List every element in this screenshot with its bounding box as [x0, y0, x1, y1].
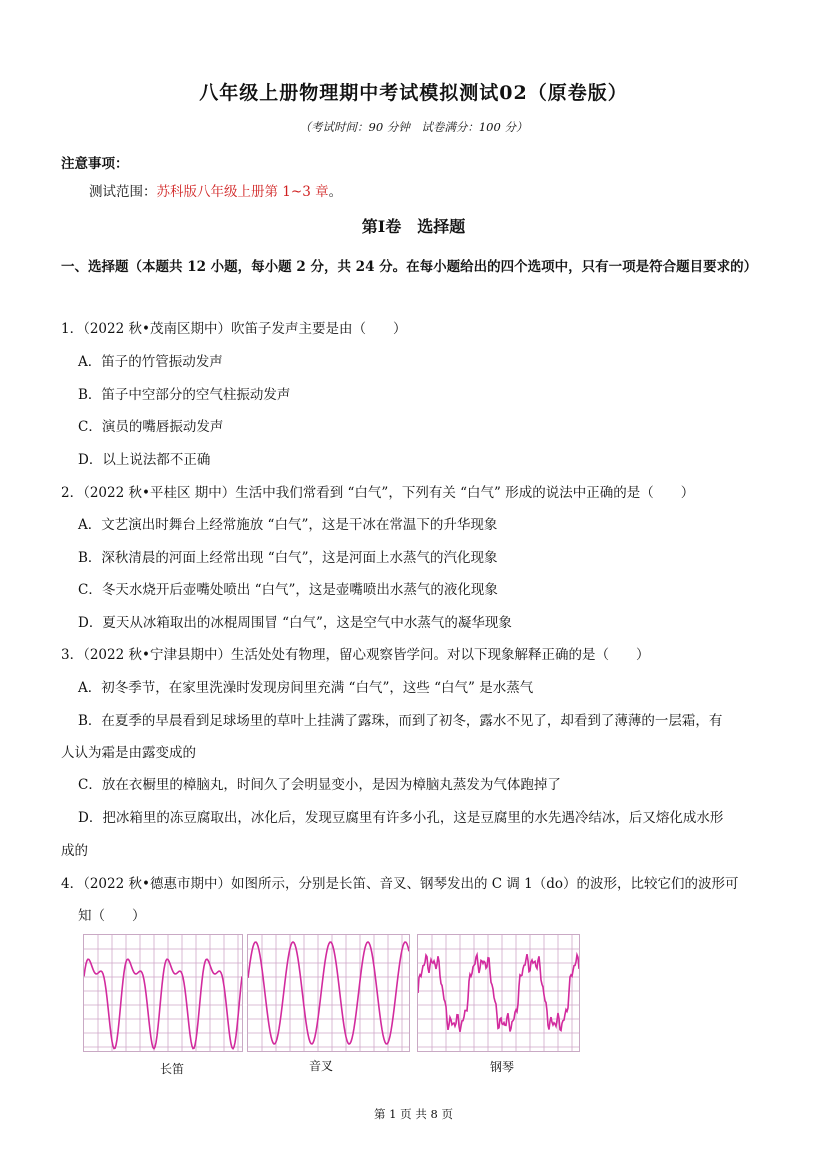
question-3-option-d: D．把冰箱里的冻豆腐取出，冰化后，发现豆腐里有许多小孔，这是豆腐里的水先遇冷结冰，后又熔化成水形: [78, 810, 724, 826]
question-2-stem: 2．（2022 秋•平桂区 期中）生活中我们常看到 “白气”，下列有关 “白气” 形成的说法中正确的是（ ）: [61, 485, 695, 501]
question-1-option-c: C．演员的嘴唇振动发声: [78, 419, 224, 435]
page-footer: 第 1 页 共 8 页: [374, 1107, 453, 1121]
piano-waveform: [417, 934, 580, 1052]
question-3-option-a: A．初冬季节，在家里洗澡时发现房间里充满 “白气”，这些 “白气” 是水蒸气: [78, 680, 534, 696]
flute-label: 长笛: [160, 1062, 185, 1076]
question-4-stem: 4．（2022 秋•德惠市期中）如图所示，分别是长笛、音叉、钢琴发出的 C 调 1（do）的波形，比较它们的波形可: [61, 876, 739, 892]
piano-label: 钢琴: [490, 1060, 515, 1074]
question-2-option-b: B．深秋清晨的河面上经常出现 “白气”，这是河面上水蒸气的汽化现象: [78, 550, 498, 566]
question-2-option-c: C．冬天水烧开后壶嘴处喷出 “白气”，这是壶嘴喷出水蒸气的液化现象: [78, 582, 498, 598]
question-1-option-b: B．笛子中空部分的空气柱振动发声: [78, 387, 291, 403]
flute-waveform: [83, 934, 243, 1052]
question-4-stem-cont: 知（ ）: [78, 908, 146, 924]
page-title: 八年级上册物理期中考试模拟测试02（原卷版）: [199, 82, 628, 104]
exam-info: （考试时间：90 分钟 试卷满分：100 分）: [299, 120, 528, 134]
question-3-stem: 3．（2022 秋•宁津县期中）生活处处有物理，留心观察皆学问。对以下现象解释正确的是（ ）: [61, 647, 650, 663]
question-1-stem: 1．（2022 秋•茂南区期中）吹笛子发声主要是由（ ）: [61, 321, 407, 337]
question-2-option-d: D．夏天从冰箱取出的冰棍周围冒 “白气”，这是空气中水蒸气的凝华现象: [78, 615, 512, 631]
question-1-option-a: A．笛子的竹管振动发声: [78, 354, 223, 370]
waveform-line: [248, 942, 409, 1044]
piano-waveform-graphic: [418, 935, 579, 1051]
tuning-fork-label: 音叉: [309, 1059, 334, 1073]
part-heading: 一、选择题（本题共 12 小题，每小题 2 分，共 24 分。在每小题给出的四个选项中，只有一项是符合题目要求的）: [61, 259, 758, 275]
scope-range: 苏科版八年级上册第 1~3 章: [156, 184, 329, 200]
question-3-option-c: C．放在衣橱里的樟脑丸，时间久了会明显变小，是因为樟脑丸蒸发为气体跑掉了: [78, 777, 561, 793]
tuning-fork-waveform: [247, 934, 410, 1052]
flute-waveform-graphic: [84, 935, 242, 1051]
notes-heading: 注意事项：: [61, 156, 129, 172]
waveform-line: [84, 959, 242, 1049]
question-2-option-a: A．文艺演出时舞台上经常施放 “白气”，这是干冰在常温下的升华现象: [78, 517, 498, 533]
question-3-option-d-cont: 成的: [61, 843, 88, 859]
question-3-option-b: B．在夏季的早晨看到足球场里的草叶上挂满了露珠，而到了初冬，露水不见了，却看到了薄薄的一层霜，有: [78, 713, 723, 729]
scope-prefix: 测试范围：: [89, 184, 157, 200]
question-3-option-b-cont: 人认为霜是由露变成的: [61, 745, 196, 761]
tuning-fork-waveform-graphic: [248, 935, 409, 1051]
waveform-line: [418, 954, 579, 1032]
scope-suffix: 。: [328, 184, 343, 200]
question-1-option-d: D．以上说法都不正确: [78, 452, 211, 468]
section-title: 第Ⅰ卷 选择题: [361, 217, 466, 236]
test-scope: [89, 180, 342, 200]
